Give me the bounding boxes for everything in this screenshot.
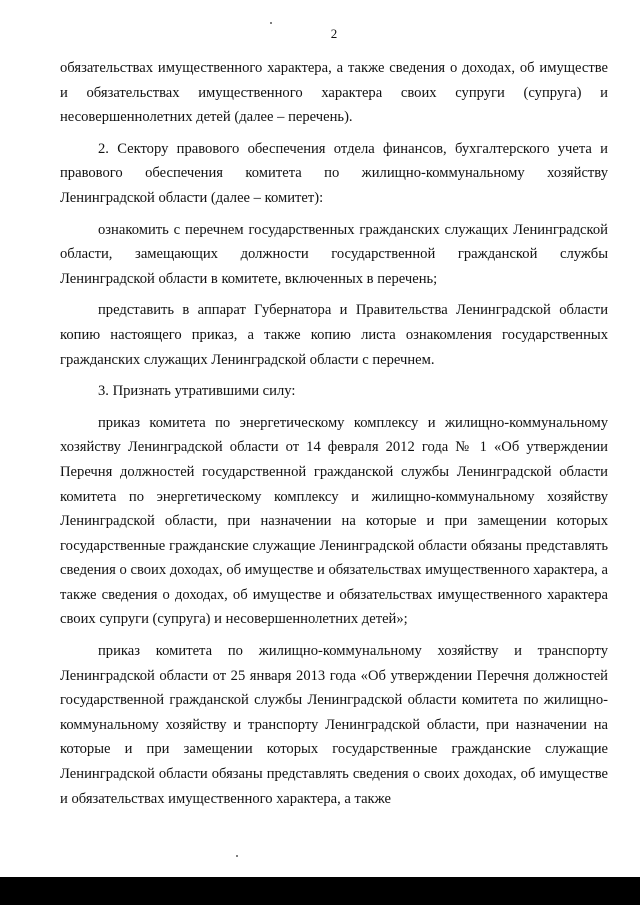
paragraph-oznakomit: ознакомить с перечнем государственных гражданских служащих Ленинградской области, замещающих должности государственной гражданской службы Ленинградской области в комитете, включенных в перечень; bbox=[60, 221, 608, 287]
paragraph-prikaz-2012: приказ комитета по энергетическому комплексу и жилищно-коммунальному хозяйству Ленинградской области от 14 февраля 2012 года № 1 «Об утверждении Перечня должностей государственной гражданской службы Ленинградской области комитета по энергетическому комплексу и жилищно-коммунальному хозяйству Ленинградской области, при назначении на которые и при замещении которых государственные гражданские служащие Ленинградской области обязаны представлять сведения о своих доходах, об имуществе и обязательствах имущественного характера, а также сведения о доходах, об имуществе и обязательствах имущественного характера своих супруги (супруга) и несовершеннолетних детей»; bbox=[60, 414, 608, 628]
scan-bottom-edge bbox=[0, 877, 640, 905]
document-body bbox=[60, 56, 608, 811]
paragraph-prikaz-2013: приказ комитета по жилищно-коммунальному хозяйству и транспорту Ленинградской области от 25 января 2013 года «Об утверждении Перечня должностей государственной гражданской службы Ленинградской области комитета по жилищно-коммунальному хозяйству и транспорту Ленинградской области, при назначении на которые и при замещении которых государственные гражданские служащие Ленинградской области обязаны представлять сведения о своих доходах, об имуществе и обязательствах имущественного характера, а также bbox=[60, 643, 608, 807]
paragraph-item-3: 3. Признать утратившими силу: bbox=[98, 383, 296, 400]
paragraph-item-2: 2. Сектору правового обеспечения отдела финансов, бухгалтерского учета и правового обеспечения комитета по жилищно-коммунальному хозяйству Ленинградской области (далее – комитет): bbox=[60, 140, 608, 206]
page-number: 2 bbox=[330, 26, 338, 41]
paragraph-predstavit: представить в аппарат Губернатора и Правительства Ленинградской области копию настоящего приказ, а также копию листа ознакомления государственных гражданских служащих Ленинградской области с перечнем. bbox=[60, 302, 608, 368]
paragraph-perechen-continuation: обязательствах имущественного характера, а также сведения о доходах, об имуществе и обязательствах имущественного характера своих супруги (супруга) и несовершеннолетних детей (далее – перечень). bbox=[60, 60, 608, 126]
scan-speck bbox=[270, 22, 272, 24]
scan-speck bbox=[236, 855, 238, 857]
